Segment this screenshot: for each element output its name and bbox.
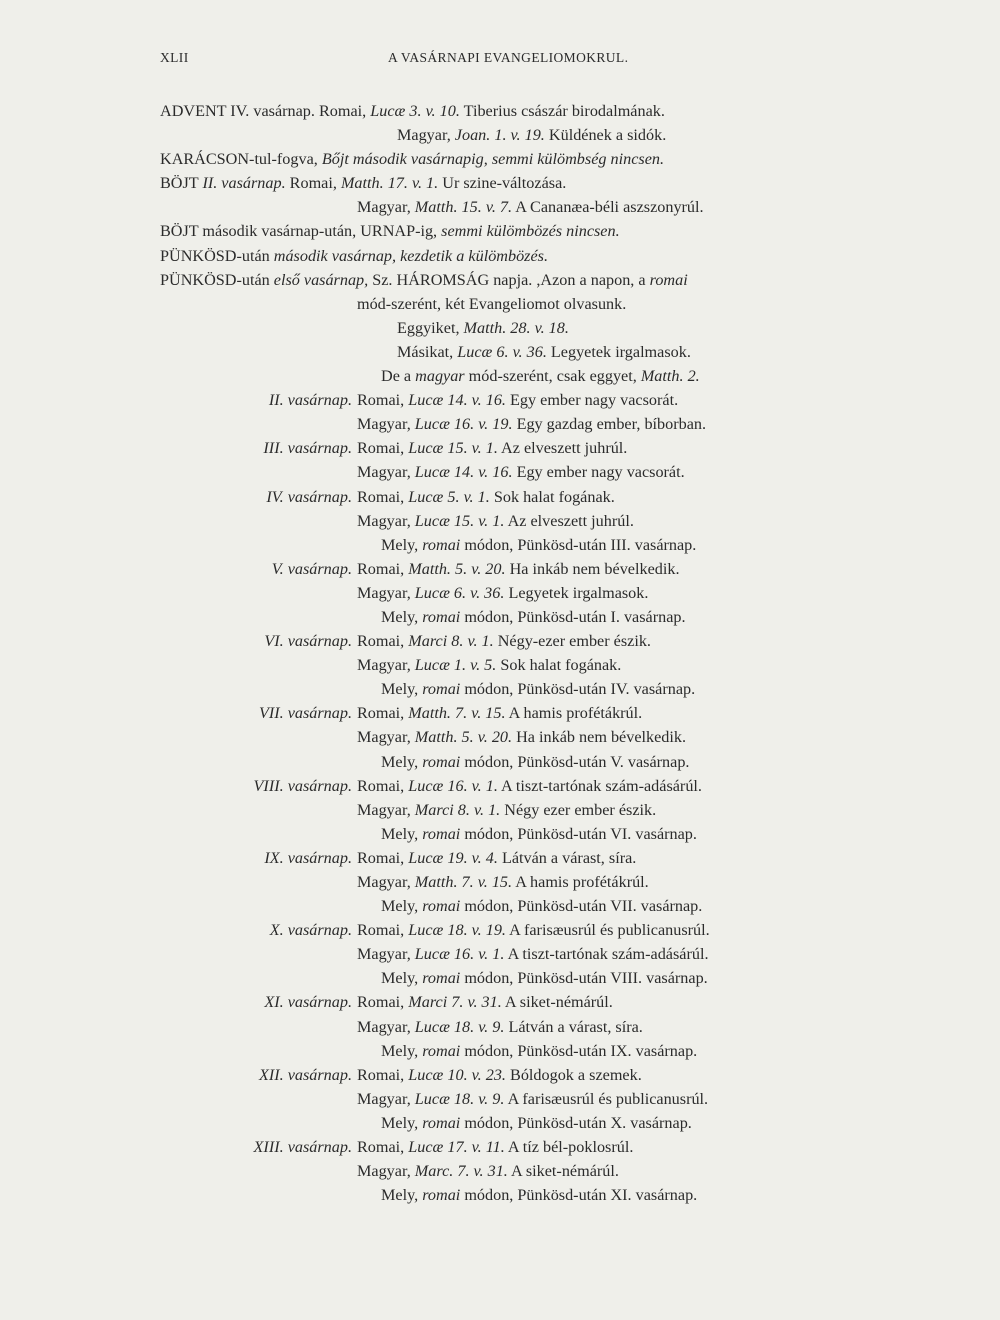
roman-text: PÜNKÖSD-után [160,246,274,265]
roman-text: Magyar, [357,945,415,964]
roman-text: BÖJT [160,174,203,193]
roman-text: Ha inkáb nem bévelkedik. [505,559,680,578]
roman-text: Magyar, [357,1162,415,1181]
italic-text: Lucæ 1. v. 5. [414,656,497,675]
text-line [0,870,1000,894]
italic-text: Lucæ 16. v. 19. [414,415,513,434]
italic-text: Matth. 7. v. 15. [408,704,506,723]
roman-text: módon, Pünkösd-után IX. vasárnap. [460,1041,698,1060]
line-text [381,894,702,918]
text-line [0,99,1000,123]
roman-text: BÖJT második vasárnap-után, URNAP-ig, [160,222,442,241]
roman-text: Mely, [381,1113,423,1132]
roman-text: Mely, [381,1041,423,1060]
roman-text: Magyar, [357,656,415,675]
text-line [0,244,1000,268]
roman-text: A siket-némárúl. [507,1162,619,1181]
italic-text: romai [422,1041,461,1060]
roman-text: Romai, [357,391,409,410]
line-text [357,509,634,533]
text-line [0,388,1000,412]
roman-text: A tíz bél-poklosrúl. [504,1138,634,1157]
roman-text: Romai, [357,1065,409,1084]
text-line [0,653,1000,677]
line-text [160,268,688,292]
roman-text: módon, Pünkösd-után V. vasárnap. [460,752,690,771]
roman-text: A farisæusrúl és publicanusrúl. [504,1089,709,1108]
text-line [0,629,1000,653]
line-text [160,171,566,195]
italic-text: romai [422,607,461,626]
roman-text: A hamis profétákrúl. [512,873,649,891]
text-line [0,918,1000,942]
line-text [357,1087,708,1111]
line-text [160,147,664,171]
text-line [0,1015,1000,1039]
roman-text: Romai, [357,1138,409,1157]
roman-text: Eggyiket, [397,318,464,337]
roman-text: Magyar, [357,728,415,747]
line-text [357,653,621,677]
roman-text: Romai, [357,921,409,940]
sunday-label: IX. vasárnap. [264,848,352,867]
italic-text: Lucæ 14. v. 16. [408,391,506,410]
text-line [0,701,1000,725]
roman-text: Látván a várast, síra. [504,1017,643,1036]
roman-text: Az elveszett juhrúl. [497,439,628,458]
line-text [357,557,680,581]
roman-text: Mely, [381,607,423,626]
text-line [0,412,1000,436]
italic-text: Matth. 15. v. 7. [414,198,513,217]
italic-text: Matth. 5. v. 20. [408,559,506,578]
line-text [357,774,702,798]
text-line [0,485,1000,509]
text-line [0,436,1000,460]
italic-text: romai [649,270,688,289]
roman-text: módon, Pünkösd-után IV. vasárnap. [460,680,696,699]
line-text [381,605,686,629]
text-line [0,1183,1000,1207]
italic-text: romai [422,969,461,988]
roman-text: Romai, [357,848,409,867]
text-line [0,1135,1000,1159]
roman-text: Küldének a sidók. [544,126,667,145]
text-line [0,846,1000,870]
line-text [357,485,615,509]
line-text [381,1111,692,1135]
italic-text: Matth. 5. v. 20. [414,728,513,747]
roman-text: Bóldogok a szemek. [505,1065,642,1084]
sunday-label: III. vasárnap. [263,439,352,458]
text-line [0,533,1000,557]
italic-text: Lucæ 18. v. 9. [414,1089,505,1108]
roman-text: Másikat, [397,342,458,361]
line-text [357,918,710,942]
roman-text: Magyar, [357,873,415,891]
line-text [357,412,706,436]
roman-text: Négy ezer ember észik. [500,800,657,819]
text-line [0,123,1000,147]
roman-text: A siket-némárúl. [501,993,613,1012]
roman-text: De a [381,367,416,386]
sunday-label: XIII. vasárnap. [253,1138,352,1157]
sunday-label: XI. vasárnap. [264,993,352,1012]
text-line [0,219,1000,243]
italic-text: romai [422,897,461,916]
italic-text: Lucæ 5. v. 1. [408,487,490,506]
roman-text: ADVENT IV. vasárnap. Romai, [160,102,371,120]
line-text [357,1159,619,1183]
text-line [0,557,1000,581]
italic-text: Lucæ 18. v. 9. [414,1017,505,1036]
italic-text: Matth. 17. v. 1. [340,174,439,193]
roman-text: Mely, [381,897,423,916]
italic-text: Marc. 7. v. 31. [414,1162,508,1181]
running-title: A VASÁRNAPI EVANGELIOMOKRUL. [388,50,629,65]
line-text [381,533,696,557]
roman-text: Mely, [381,752,423,771]
line-text [357,1015,643,1039]
italic-text: Marci 7. v. 31. [408,993,502,1012]
italic-text: romai [422,824,461,843]
sunday-label: VI. vasárnap. [264,632,352,651]
line-text [357,942,709,966]
line-text [357,195,704,219]
italic-text: Lucæ 3. v. 10. [370,102,460,120]
roman-text: mód-szerént, két Evangeliomot olvasunk. [357,294,627,313]
italic-text: Lucæ 6. v. 36. [457,342,547,361]
line-text [160,219,620,243]
line-text [357,460,685,484]
roman-text: Egy ember nagy vacsorát. [505,391,679,410]
italic-text: romai [422,1113,461,1132]
italic-text: Lucæ 15. v. 1. [414,511,505,530]
text-line [0,822,1000,846]
roman-text: módon, Pünkösd-után X. vasárnap. [460,1113,692,1132]
sunday-label: II. vasárnap. [268,391,352,410]
text-line [0,1039,1000,1063]
italic-text: Joan. 1. v. 19. [454,126,545,145]
roman-text: Magyar, [397,126,455,145]
roman-text: A tiszt-tartónak szám-adásárúl. [497,776,702,795]
roman-text: Mely, [381,1186,423,1205]
roman-text: Legyetek irgalmasok. [546,342,691,361]
text-line [0,605,1000,629]
roman-text: Sok halat fogának. [489,487,615,506]
text-line [0,316,1000,340]
line-text [357,701,642,725]
roman-text: Mely, [381,969,423,988]
line-text [381,1039,697,1063]
italic-text: Marci 8. v. 1. [414,800,501,819]
italic-text: Matth. 7. v. 15. [414,873,513,891]
roman-text: Ur szine-változása. [438,174,567,193]
italic-text: Lucæ 18. v. 19. [408,921,506,940]
page-number: XLII [160,50,189,65]
text-line [0,966,1000,990]
line-text [381,966,708,990]
roman-text: KARÁCSON-tul-fogva, [160,150,322,169]
text-line [0,195,1000,219]
line-text [357,629,651,653]
sunday-label: V. vasárnap. [271,559,352,578]
italic-text: Matth. 28. v. 18. [463,318,569,337]
roman-text: A farisæusrúl és publicanusrúl. [505,921,710,940]
roman-text: Magyar, [357,1017,415,1036]
sunday-label: XII. vasárnap. [258,1065,352,1084]
text-line [0,750,1000,774]
roman-text: Romai, [357,559,409,578]
roman-text: Magyar, [357,415,415,434]
roman-text: Romai, [357,776,409,795]
roman-text: Egy ember nagy vacsorát. [512,463,685,482]
line-text [381,677,695,701]
text-line [0,677,1000,701]
italic-text: Lucæ 15. v. 1. [408,439,498,458]
line-text [357,292,626,316]
roman-text: módon, Pünkösd-után I. vasárnap. [460,607,686,626]
roman-text: Legyetek irgalmasok. [504,583,649,602]
text-line [0,1111,1000,1135]
roman-text: Magyar, [357,511,415,530]
italic-text: Lucæ 16. v. 1. [414,945,505,964]
italic-text: Lucæ 6. v. 36. [414,583,505,602]
roman-text: Sok halat fogának. [496,656,622,675]
line-text [357,1135,633,1159]
roman-text: Tiberius császár birodalmának. [459,102,665,120]
roman-text: Romai, [285,174,341,193]
text-line [0,581,1000,605]
line-text [357,990,613,1014]
line-text [381,822,697,846]
roman-text: módon, Pünkösd-után XI. vasárnap. [460,1186,698,1205]
roman-text: Sz. HÁROMSÁG napja. ,Azon a napon, a [368,270,650,289]
line-text [357,870,649,894]
line-text [381,1183,697,1207]
roman-text: Mely, [381,824,423,843]
text-line [0,942,1000,966]
roman-text: módon, Pünkösd-után III. vasárnap. [460,535,697,554]
roman-text: Mely, [381,535,423,554]
italic-text: romai [422,752,461,771]
text-line [0,774,1000,798]
line-text [381,750,689,774]
roman-text: módon, Pünkösd-után VI. vasárnap. [460,824,697,843]
roman-text: módon, Pünkösd-után VII. vasárnap. [460,897,703,916]
line-text [357,798,656,822]
roman-text: Ha inkáb nem bévelkedik. [512,728,687,747]
text-line [0,725,1000,749]
italic-text: romai [422,680,461,699]
page-header [160,50,900,74]
italic-text: Lucæ 10. v. 23. [408,1065,506,1084]
line-text [357,388,678,412]
text-line [0,364,1000,388]
sunday-label: IV. vasárnap. [266,487,352,506]
roman-text: Magyar, [357,800,415,819]
roman-text: Mely, [381,680,423,699]
roman-text: Négy-ezer ember észik. [493,632,651,651]
italic-text: magyar [415,367,465,386]
roman-text: Magyar, [357,1089,415,1108]
roman-text: Romai, [357,993,409,1012]
italic-text: Lucæ 17. v. 11. [408,1138,505,1157]
roman-text: A hamis profétákrúl. [505,704,643,723]
roman-text: Romai, [357,487,409,506]
text-line [0,340,1000,364]
text-line [0,798,1000,822]
line-text [357,1063,642,1087]
italic-text: Bőjt második vasárnapig, semmi külömbség nincsen. [321,150,665,169]
roman-text: A tiszt-tartónak szám-adásárúl. [504,945,709,964]
line-text [357,846,636,870]
body-text [0,99,1000,1207]
roman-text: Egy gazdag ember, bíborban. [512,415,707,434]
text-line [0,894,1000,918]
text-line [0,990,1000,1014]
italic-text: romai [422,535,461,554]
line-text [357,581,648,605]
roman-text: Magyar, [357,198,415,217]
text-line [0,1087,1000,1111]
line-text [397,316,569,340]
line-text [357,725,686,749]
italic-text: semmi külömbözés nincsen. [441,222,620,241]
text-line [0,171,1000,195]
text-line [0,147,1000,171]
roman-text: módon, Pünkösd-után VIII. vasárnap. [460,969,708,988]
italic-text: Lucæ 19. v. 4. [408,848,498,867]
italic-text: Lucæ 16. v. 1. [408,776,498,795]
italic-text: II. vasárnap. [202,174,286,193]
roman-text: Az elveszett juhrúl. [504,511,634,530]
line-text [160,244,548,268]
text-line [0,292,1000,316]
roman-text: Magyar, [357,583,415,602]
italic-text: második vasárnap, kezdetik a külömbözés. [273,246,549,265]
italic-text: Matth. 2. [640,367,700,386]
roman-text: A Cananæa-béli aszszonyrúl. [512,198,704,217]
roman-text: Romai, [357,439,409,458]
italic-text: Marci 8. v. 1. [408,632,494,651]
line-text [397,340,691,364]
text-line [0,1063,1000,1087]
italic-text: Lucæ 14. v. 16. [414,463,513,482]
sunday-label: VIII. vasárnap. [253,776,352,795]
text-line [0,268,1000,292]
line-text [397,123,666,147]
line-text [381,364,700,388]
roman-text: mód-szerént, csak eggyet, [464,367,641,386]
roman-text: PÜNKÖSD-után [160,270,274,289]
line-text [160,99,665,123]
italic-text: romai [422,1186,461,1205]
roman-text: Romai, [357,632,409,651]
line-text [357,436,627,460]
text-line [0,460,1000,484]
text-line [0,1159,1000,1183]
roman-text: Látván a várast, síra. [497,848,637,867]
roman-text: Romai, [357,704,409,723]
roman-text: Magyar, [357,463,415,482]
sunday-label: X. vasárnap. [269,921,352,940]
text-line [0,509,1000,533]
sunday-label: VII. vasárnap. [258,704,352,723]
italic-text: első vasárnap, [273,270,369,289]
